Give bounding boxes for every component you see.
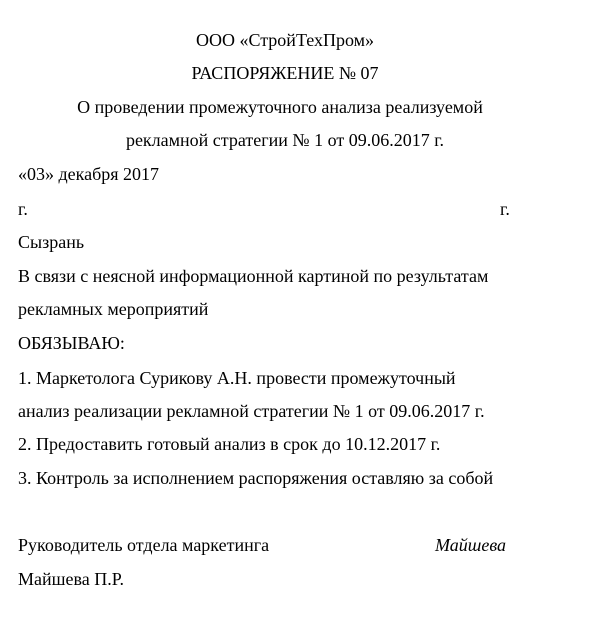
subject-line-2: рекламной стратегии № 1 от 09.06.2017 г. (125, 130, 445, 150)
order-item-3: 3. Контроль за исполнением распоряжения оставляю за собой (18, 468, 494, 488)
document-date: «03» декабря 2017 (18, 164, 160, 184)
reason-line-2: рекламных мероприятий (18, 299, 209, 319)
signer-position: Руководитель отдела маркетинга (18, 535, 270, 555)
reason-line-1: В связи с неясной информационной картиной по результатам (18, 266, 489, 286)
signature: Майшева (435, 535, 507, 555)
order-item-1-line-2: анализ реализации рекламной стратегии № 1 от 09.06.2017 г. (18, 401, 485, 421)
order-item-2: 2. Предоставить готовый анализ в срок до 10.12.2017 г. (18, 434, 441, 454)
city-name: Сызрань (18, 232, 85, 252)
document-title: РАСПОРЯЖЕНИЕ № 07 (191, 63, 379, 83)
signer-name: Майшева П.Р. (18, 569, 124, 589)
g-right-label: г. (500, 199, 510, 219)
organization-name: ООО «СтройТехПром» (195, 30, 375, 50)
order-heading: ОБЯЗЫВАЮ: (18, 333, 125, 353)
subject-line-1: О проведении промежуточного анализа реализуемой (77, 97, 483, 117)
g-left-label: г. (18, 199, 28, 219)
order-item-1-line-1: 1. Маркетолога Сурикову А.Н. провести промежуточный (18, 368, 456, 388)
